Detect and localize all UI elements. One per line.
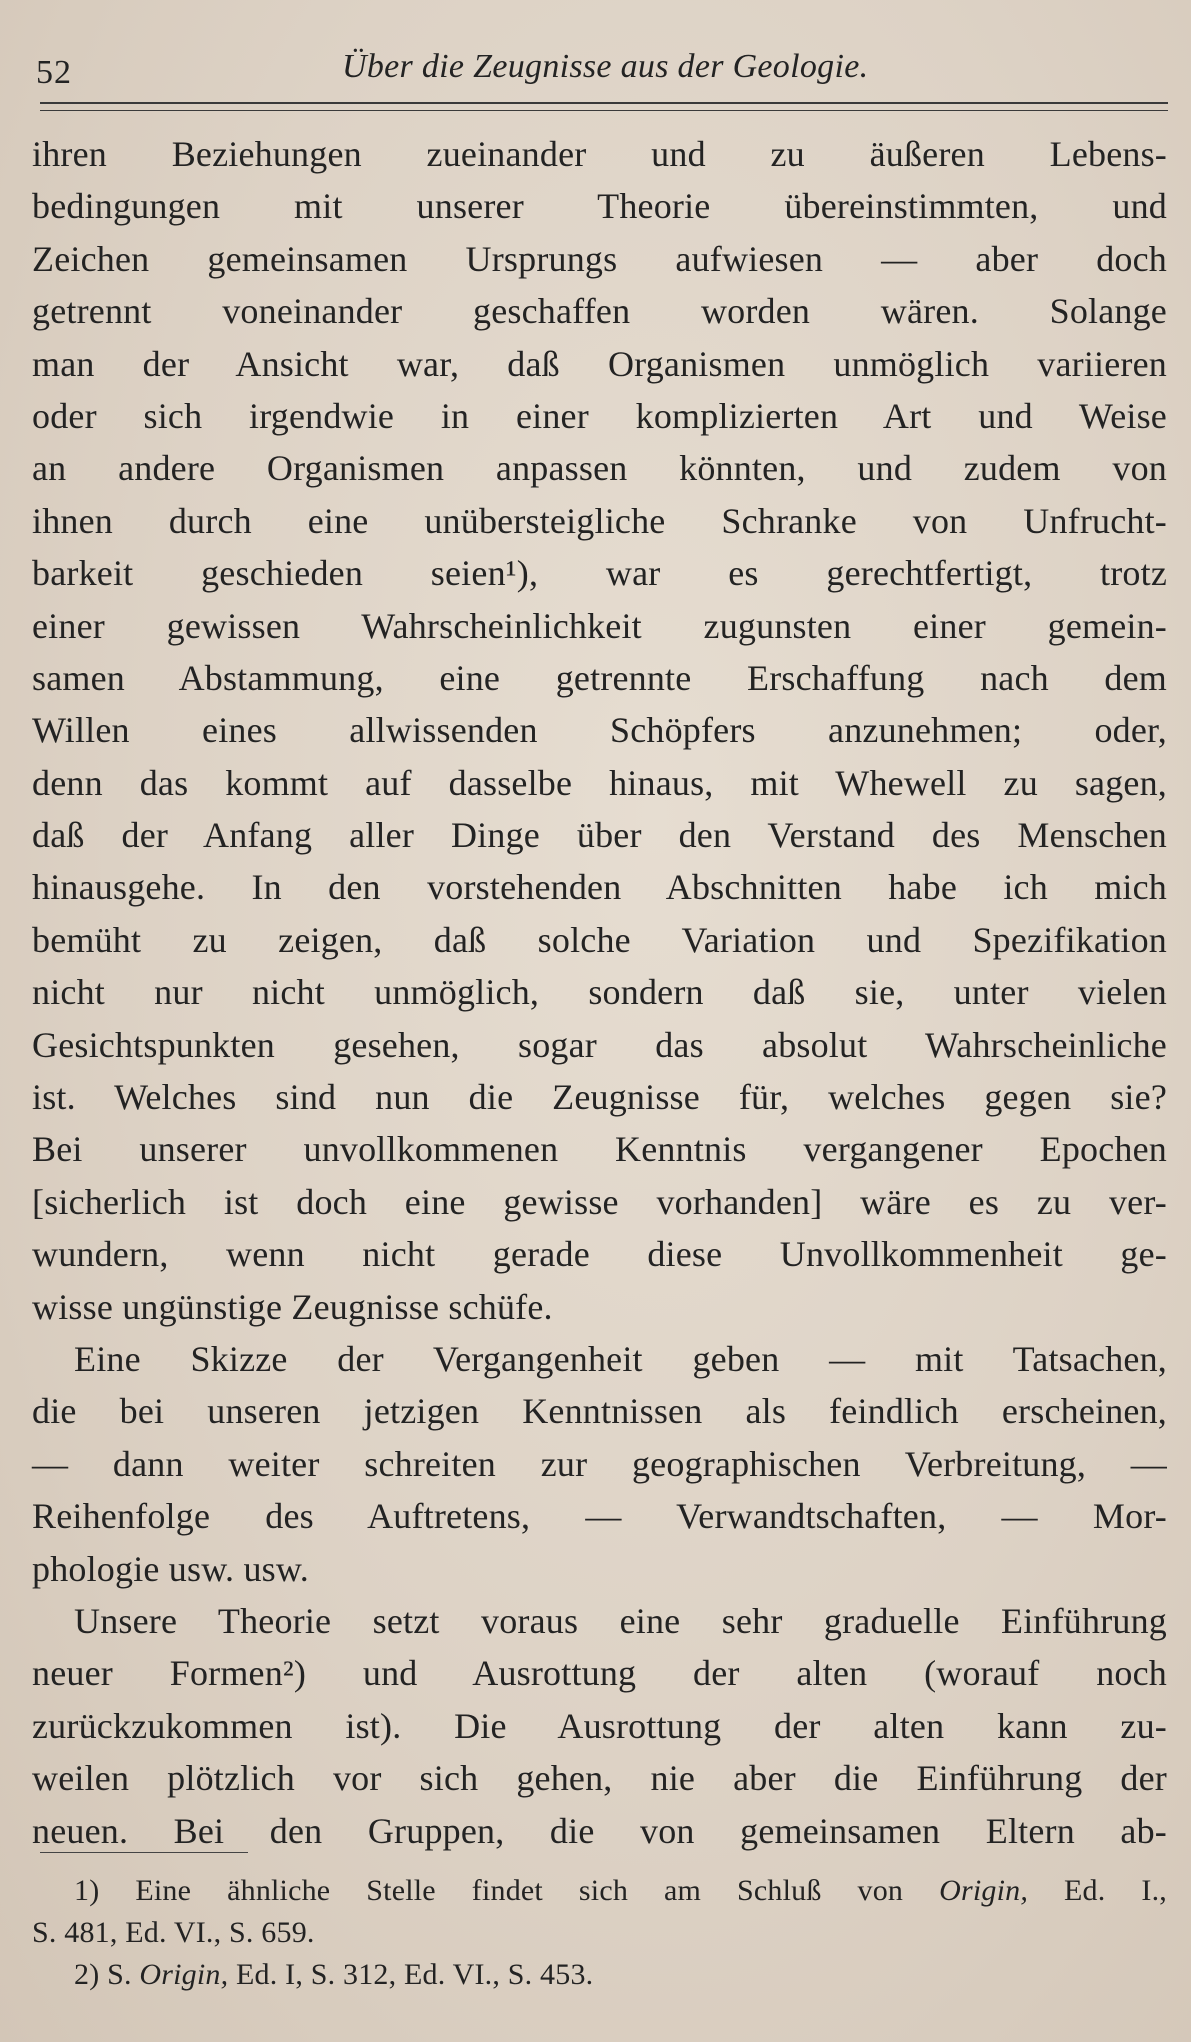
text-line: hinausgehe. In den vorstehenden Abschnitten habe ich mich bbox=[32, 867, 1167, 908]
paragraph-end-line: wisse ungünstige Zeugnisse schüfe. bbox=[32, 1286, 553, 1327]
text-line: wundern, wenn nicht gerade diese Unvollkommenheit ge- bbox=[32, 1234, 1167, 1275]
text-line: Bei unserer unvollkommenen Kenntnis vergangener Epochen bbox=[32, 1129, 1167, 1170]
paragraph-end-line: phologie usw. usw. bbox=[32, 1548, 309, 1589]
text-line: bemüht zu zeigen, daß solche Variation und Spezifikation bbox=[32, 919, 1167, 960]
footnote-1-continuation: S. 481, Ed. VI., S. 659. bbox=[32, 1916, 315, 1949]
text-line: ihnen durch eine unübersteigliche Schranke von Unfrucht- bbox=[32, 500, 1167, 541]
text-line: Reihenfolge des Auftretens, — Verwandtschaften, — Mor- bbox=[32, 1496, 1167, 1537]
text-line: zurückzukommen ist). Die Ausrottung der alten kann zu- bbox=[32, 1705, 1167, 1746]
text-line: nicht nur nicht unmöglich, sondern daß sie, unter vielen bbox=[32, 972, 1167, 1013]
text-line: bedingungen mit unserer Theorie übereinstimmten, und bbox=[32, 186, 1167, 227]
running-head-title: Über die Zeugnisse aus der Geologie. bbox=[342, 48, 869, 85]
footnote-2-edition: Ed. I, S. 312, Ed. VI., S. 453. bbox=[236, 1958, 594, 1991]
running-head bbox=[32, 46, 1167, 96]
text-line: neuen. Bei den Gruppen, die von gemeinsamen Eltern ab- bbox=[32, 1810, 1167, 1851]
text-line: Willen eines allwissenden Schöpfers anzunehmen; oder, bbox=[32, 710, 1167, 751]
footnote-1-edition: Ed. I., bbox=[1064, 1874, 1167, 1907]
text-line: Zeichen gemeinsamen Ursprungs aufwiesen — aber doch bbox=[32, 238, 1167, 279]
text-line: einer gewissen Wahrscheinlichkeit zugunsten einer gemein- bbox=[32, 605, 1167, 646]
footnote-2-mark: 2) bbox=[74, 1958, 100, 1991]
footnote-1-work-title: Origin, bbox=[939, 1874, 1029, 1907]
footnote-2-work-title: Origin, bbox=[139, 1958, 229, 1991]
body-text bbox=[32, 128, 1167, 1857]
text-line: neuer Formen²) und Ausrottung der alten (worauf noch bbox=[32, 1653, 1167, 1694]
footnote-1-mark: 1) bbox=[74, 1874, 100, 1907]
paragraph-first-line: Unsere Theorie setzt voraus eine sehr graduelle Einführung bbox=[74, 1600, 1167, 1641]
footnote-2-text: S. bbox=[107, 1958, 132, 1991]
text-line: getrennt voneinander geschaffen worden wären. Solange bbox=[32, 291, 1167, 332]
paragraph-first-line: Eine Skizze der Vergangenheit geben — mit Tatsachen, bbox=[74, 1338, 1167, 1379]
text-line: barkeit geschieden seien¹), war es gerechtfertigt, trotz bbox=[32, 553, 1167, 594]
page-number: 52 bbox=[36, 54, 72, 91]
footnote-2 bbox=[32, 1954, 1167, 1996]
footnote-1-text: Eine ähnliche Stelle findet sich am Schluß von bbox=[135, 1874, 904, 1907]
text-line: samen Abstammung, eine getrennte Erschaffung nach dem bbox=[32, 657, 1167, 698]
footnotes bbox=[32, 1870, 1167, 1996]
text-line: daß der Anfang aller Dinge über den Verstand des Menschen bbox=[32, 815, 1167, 856]
text-line: weilen plötzlich vor sich gehen, nie aber die Einführung der bbox=[32, 1758, 1167, 1799]
footnote-1 bbox=[32, 1870, 1167, 1912]
text-line: [sicherlich ist doch eine gewisse vorhanden] wäre es zu ver- bbox=[32, 1181, 1167, 1222]
text-line: ihren Beziehungen zueinander und zu äußeren Lebens- bbox=[32, 134, 1167, 174]
text-line: die bei unseren jetzigen Kenntnissen als feindlich erscheinen, bbox=[32, 1391, 1167, 1432]
text-line: an andere Organismen anpassen könnten, und zudem von bbox=[32, 448, 1167, 489]
text-line: denn das kommt auf dasselbe hinaus, mit Whewell zu sagen, bbox=[32, 762, 1167, 803]
text-line: — dann weiter schreiten zur geographischen Verbreitung, — bbox=[32, 1443, 1167, 1484]
header-rule-thin bbox=[40, 110, 1168, 111]
header-rule-thick bbox=[40, 102, 1168, 104]
footnote-rule bbox=[40, 1852, 248, 1853]
text-line: ist. Welches sind nun die Zeugnisse für, welches gegen sie? bbox=[32, 1077, 1167, 1118]
text-line: man der Ansicht war, daß Organismen unmöglich variieren bbox=[32, 343, 1167, 384]
text-line: Gesichtspunkten gesehen, sogar das absolut Wahrscheinliche bbox=[32, 1024, 1167, 1065]
book-page bbox=[32, 0, 1167, 2042]
text-line: oder sich irgendwie in einer komplizierten Art und Weise bbox=[32, 395, 1167, 436]
